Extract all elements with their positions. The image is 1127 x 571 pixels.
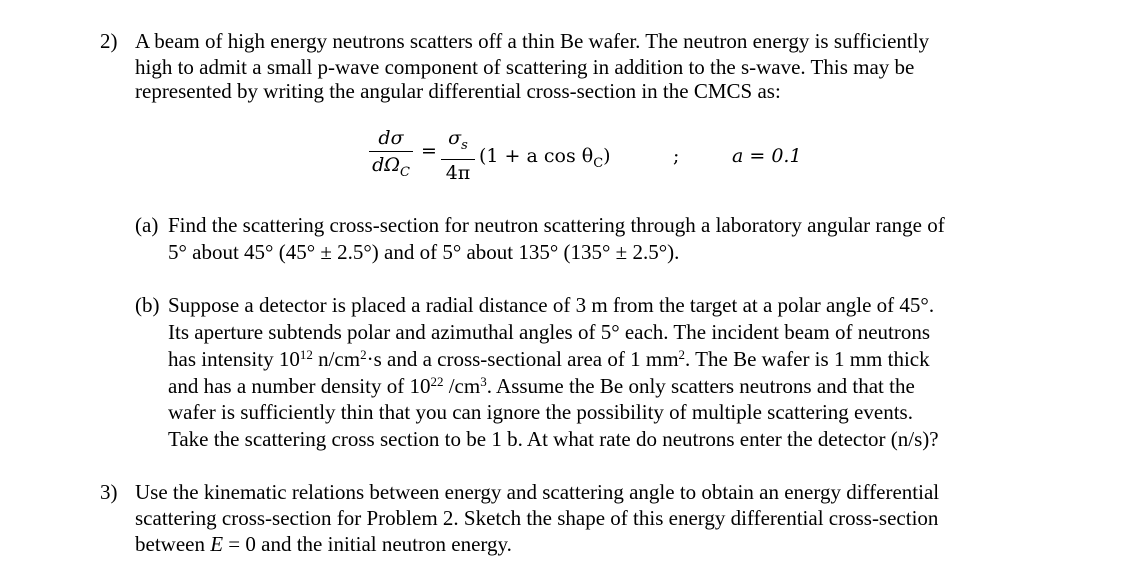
- parameter-a-value: a = 0.1: [732, 145, 802, 167]
- problem-2-text-line-1: A beam of high energy neutrons scatters off a thin Be wafer. The neutron energy is sufficiently: [135, 29, 930, 53]
- problem-3-text-line-2: scattering cross-section for Problem 2. Sketch the shape of this energy differential cross-section: [135, 506, 939, 530]
- part-b-text-line-6: Take the scattering cross section to be 1 b. At what rate do neutrons enter the detector (n/s)?: [168, 427, 939, 451]
- part-a-text-line-1: Find the scattering cross-section for neutron scattering through a laboratory angular range of: [168, 213, 945, 237]
- problem-2-number: 2): [100, 29, 118, 53]
- rhs-denominator: 4π: [445, 161, 471, 184]
- part-a-label: (a): [135, 213, 159, 237]
- lhs-fraction: [369, 126, 413, 185]
- problem-2-text-line-2: high to admit a small p-wave component of scattering in addition to the s-wave. This may be: [135, 55, 915, 79]
- rhs-numerator: $\sigma_s$: [448, 127, 468, 153]
- part-b-text-line-2: Its aperture subtends polar and azimuthal angles of 5° each. The incident beam of neutrons: [168, 320, 931, 344]
- problem-3-text-line-1: Use the kinematic relations between energy and scattering angle to obtain an energy differential: [135, 480, 940, 504]
- problem-3-text-line-3: between E = 0 and the initial neutron energy.: [135, 532, 512, 556]
- rhs-fraction-bar: [441, 159, 475, 160]
- lhs-denominator: $d\Omega_C$: [372, 154, 410, 180]
- equation-separator: ;: [673, 145, 680, 167]
- angular-term: (1 + a $\cos \theta_C$): [479, 145, 611, 171]
- problem-3-number: 3): [100, 480, 118, 504]
- part-b-text-line-4: and has a number density of $10^{22}$ $/cm^3$. Assume the Be only scatters neutrons and that the: [168, 374, 915, 398]
- equals-sign: =: [421, 140, 437, 162]
- lhs-numerator: dσ: [378, 127, 404, 149]
- lhs-fraction-bar: [369, 151, 413, 152]
- part-a-text-line-2: 5° about 45° (45° ± 2.5°) and of 5° about 135° (135° ± 2.5°).: [168, 240, 680, 264]
- rhs-fraction: [441, 126, 475, 185]
- part-b-label: (b): [135, 293, 160, 317]
- part-b-text-line-5: wafer is sufficiently thin that you can ignore the possibility of multiple scattering events.: [168, 400, 913, 424]
- problem-2-text-line-3: represented by writing the angular differential cross-section in the CMCS as:: [135, 79, 781, 103]
- part-b-text-line-3: has intensity $10^{12}$ $n/cm^2\cdot s$ and a cross-sectional area of 1 $mm^2$. The Be wafer is 1 mm thick: [168, 347, 930, 371]
- part-b-text-line-1: Suppose a detector is placed a radial distance of 3 m from the target at a polar angle of 45°.: [168, 293, 935, 317]
- differential-cross-section-equation: [369, 122, 829, 192]
